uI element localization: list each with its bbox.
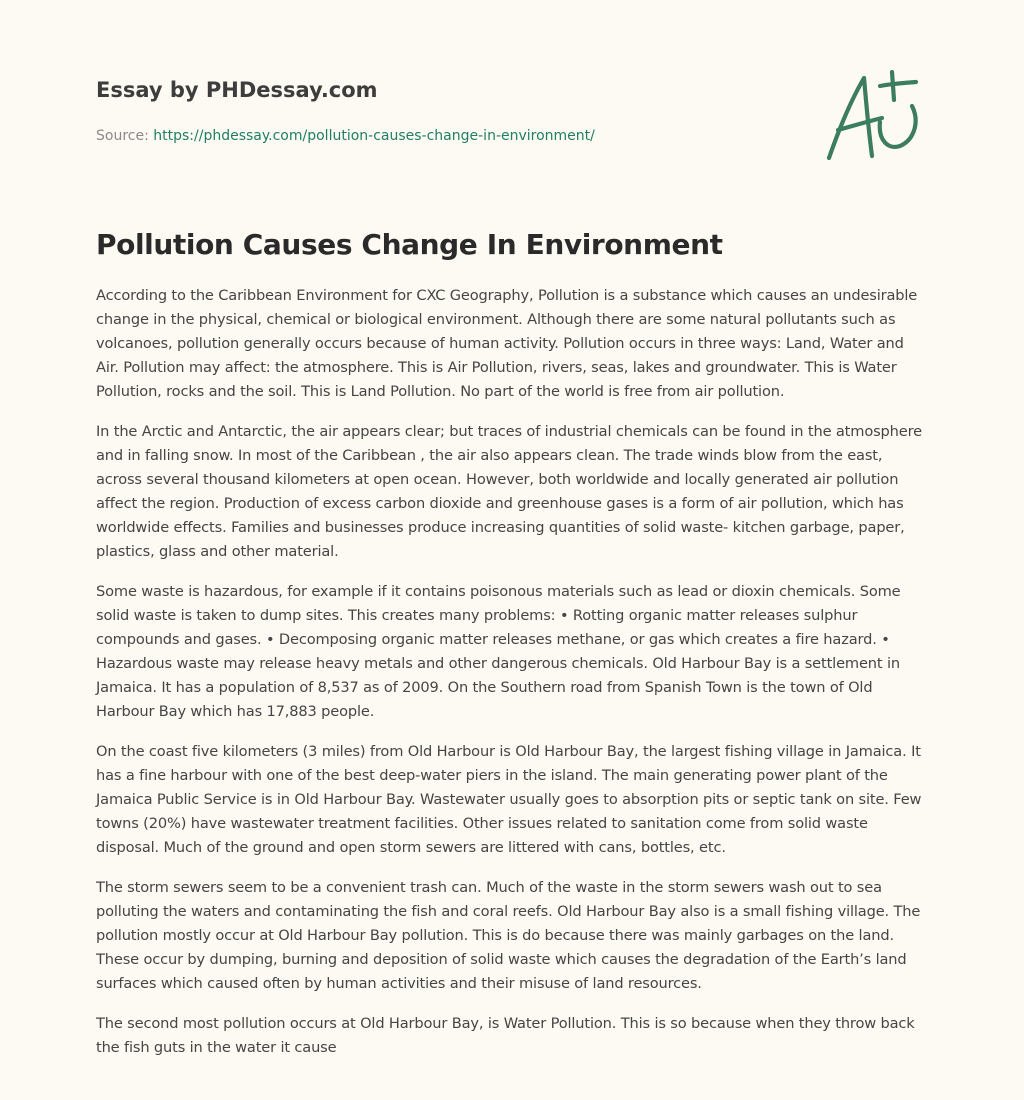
page-header (96, 76, 716, 146)
source-label: Source: (96, 128, 154, 144)
essay-paragraph: Some waste is hazardous, for example if it contains poisonous materials such as lead or dioxin chemicals. Some solid waste is taken to dump sites. This creates many problems: • Rotting organic matter releases sulphur compounds and gases. • Decomposing organic matter releases methane, or gas which creates a fire hazard. • Hazardous waste may release heavy metals and other dangerous chemicals. Old Harbour Bay is a settlement in Jamaica. It has a population of 8,537 as of 2009. On the Southern road from Spanish Town is the town of Old Harbour Bay which has 17,883 people. (96, 583, 901, 720)
site-title: Essay by PHDessay.com (96, 78, 378, 102)
a-plus-logo-icon (822, 66, 928, 164)
essay-paragraph: The storm sewers seem to be a convenient trash can. Much of the waste in the storm sewers wash out to sea polluting the waters and contaminating the fish and coral reefs. Old Harbour Bay also is a small fishing village. The pollution mostly occur at Old Harbour Bay pollution. This is do because there was mainly garbages on the land. These occur by dumping, burning and deposition of solid waste which causes the degradation of the Earth’s land surfaces which caused often by human activities and their misuse of land resources. (96, 879, 921, 992)
source-link[interactable]: https://phdessay.com/pollution-causes-change-in-environment/ (153, 128, 595, 144)
essay-paragraph: The second most pollution occurs at Old Harbour Bay, is Water Pollution. This is so because when they throw back the fish guts in the water it cause (96, 1015, 915, 1056)
essay-title: Pollution Causes Change In Environment (96, 228, 723, 261)
essay-paragraph: On the coast five kilometers (3 miles) from Old Harbour is Old Harbour Bay, the largest fishing village in Jamaica. It has a fine harbour with one of the best deep-water piers in the island. The main generating power plant of the Jamaica Public Service is in Old Harbour Bay. Wastewater usually goes to absorption pits or septic tank on site. Few towns (20%) have wastewater treatment facilities. Other issues related to sanitation come from solid waste disposal. Much of the ground and open storm sewers are littered with cans, bottles, etc. (96, 743, 922, 856)
essay-paragraph: In the Arctic and Antarctic, the air appears clear; but traces of industrial chemicals can be found in the atmosphere and in falling snow. In most of the Caribbean , the air also appears clean. The trade winds blow from the east, across several thousand kilometers at open ocean. However, both worldwide and locally generated air pollution affect the region. Production of excess carbon dioxide and greenhouse gases is a form of air pollution, which has worldwide effects. Families and businesses produce increasing quantities of solid waste- kitchen garbage, paper, plastics, glass and other material. (96, 423, 922, 560)
essay-body (96, 284, 930, 1076)
essay-paragraph: According to the Caribbean Environment for CXC Geography, Pollution is a substance which causes an undesirable change in the physical, chemical or biological environment. Although there are some natural pollutants such as volcanoes, pollution generally occurs because of human activity. Pollution occurs in three ways: Land, Water and Air. Pollution may affect: the atmosphere. This is Air Pollution, rivers, seas, lakes and groundwater. This is Water Pollution, rocks and the soil. This is Land Pollution. No part of the world is free from air pollution. (96, 287, 918, 400)
source-line (96, 126, 716, 146)
